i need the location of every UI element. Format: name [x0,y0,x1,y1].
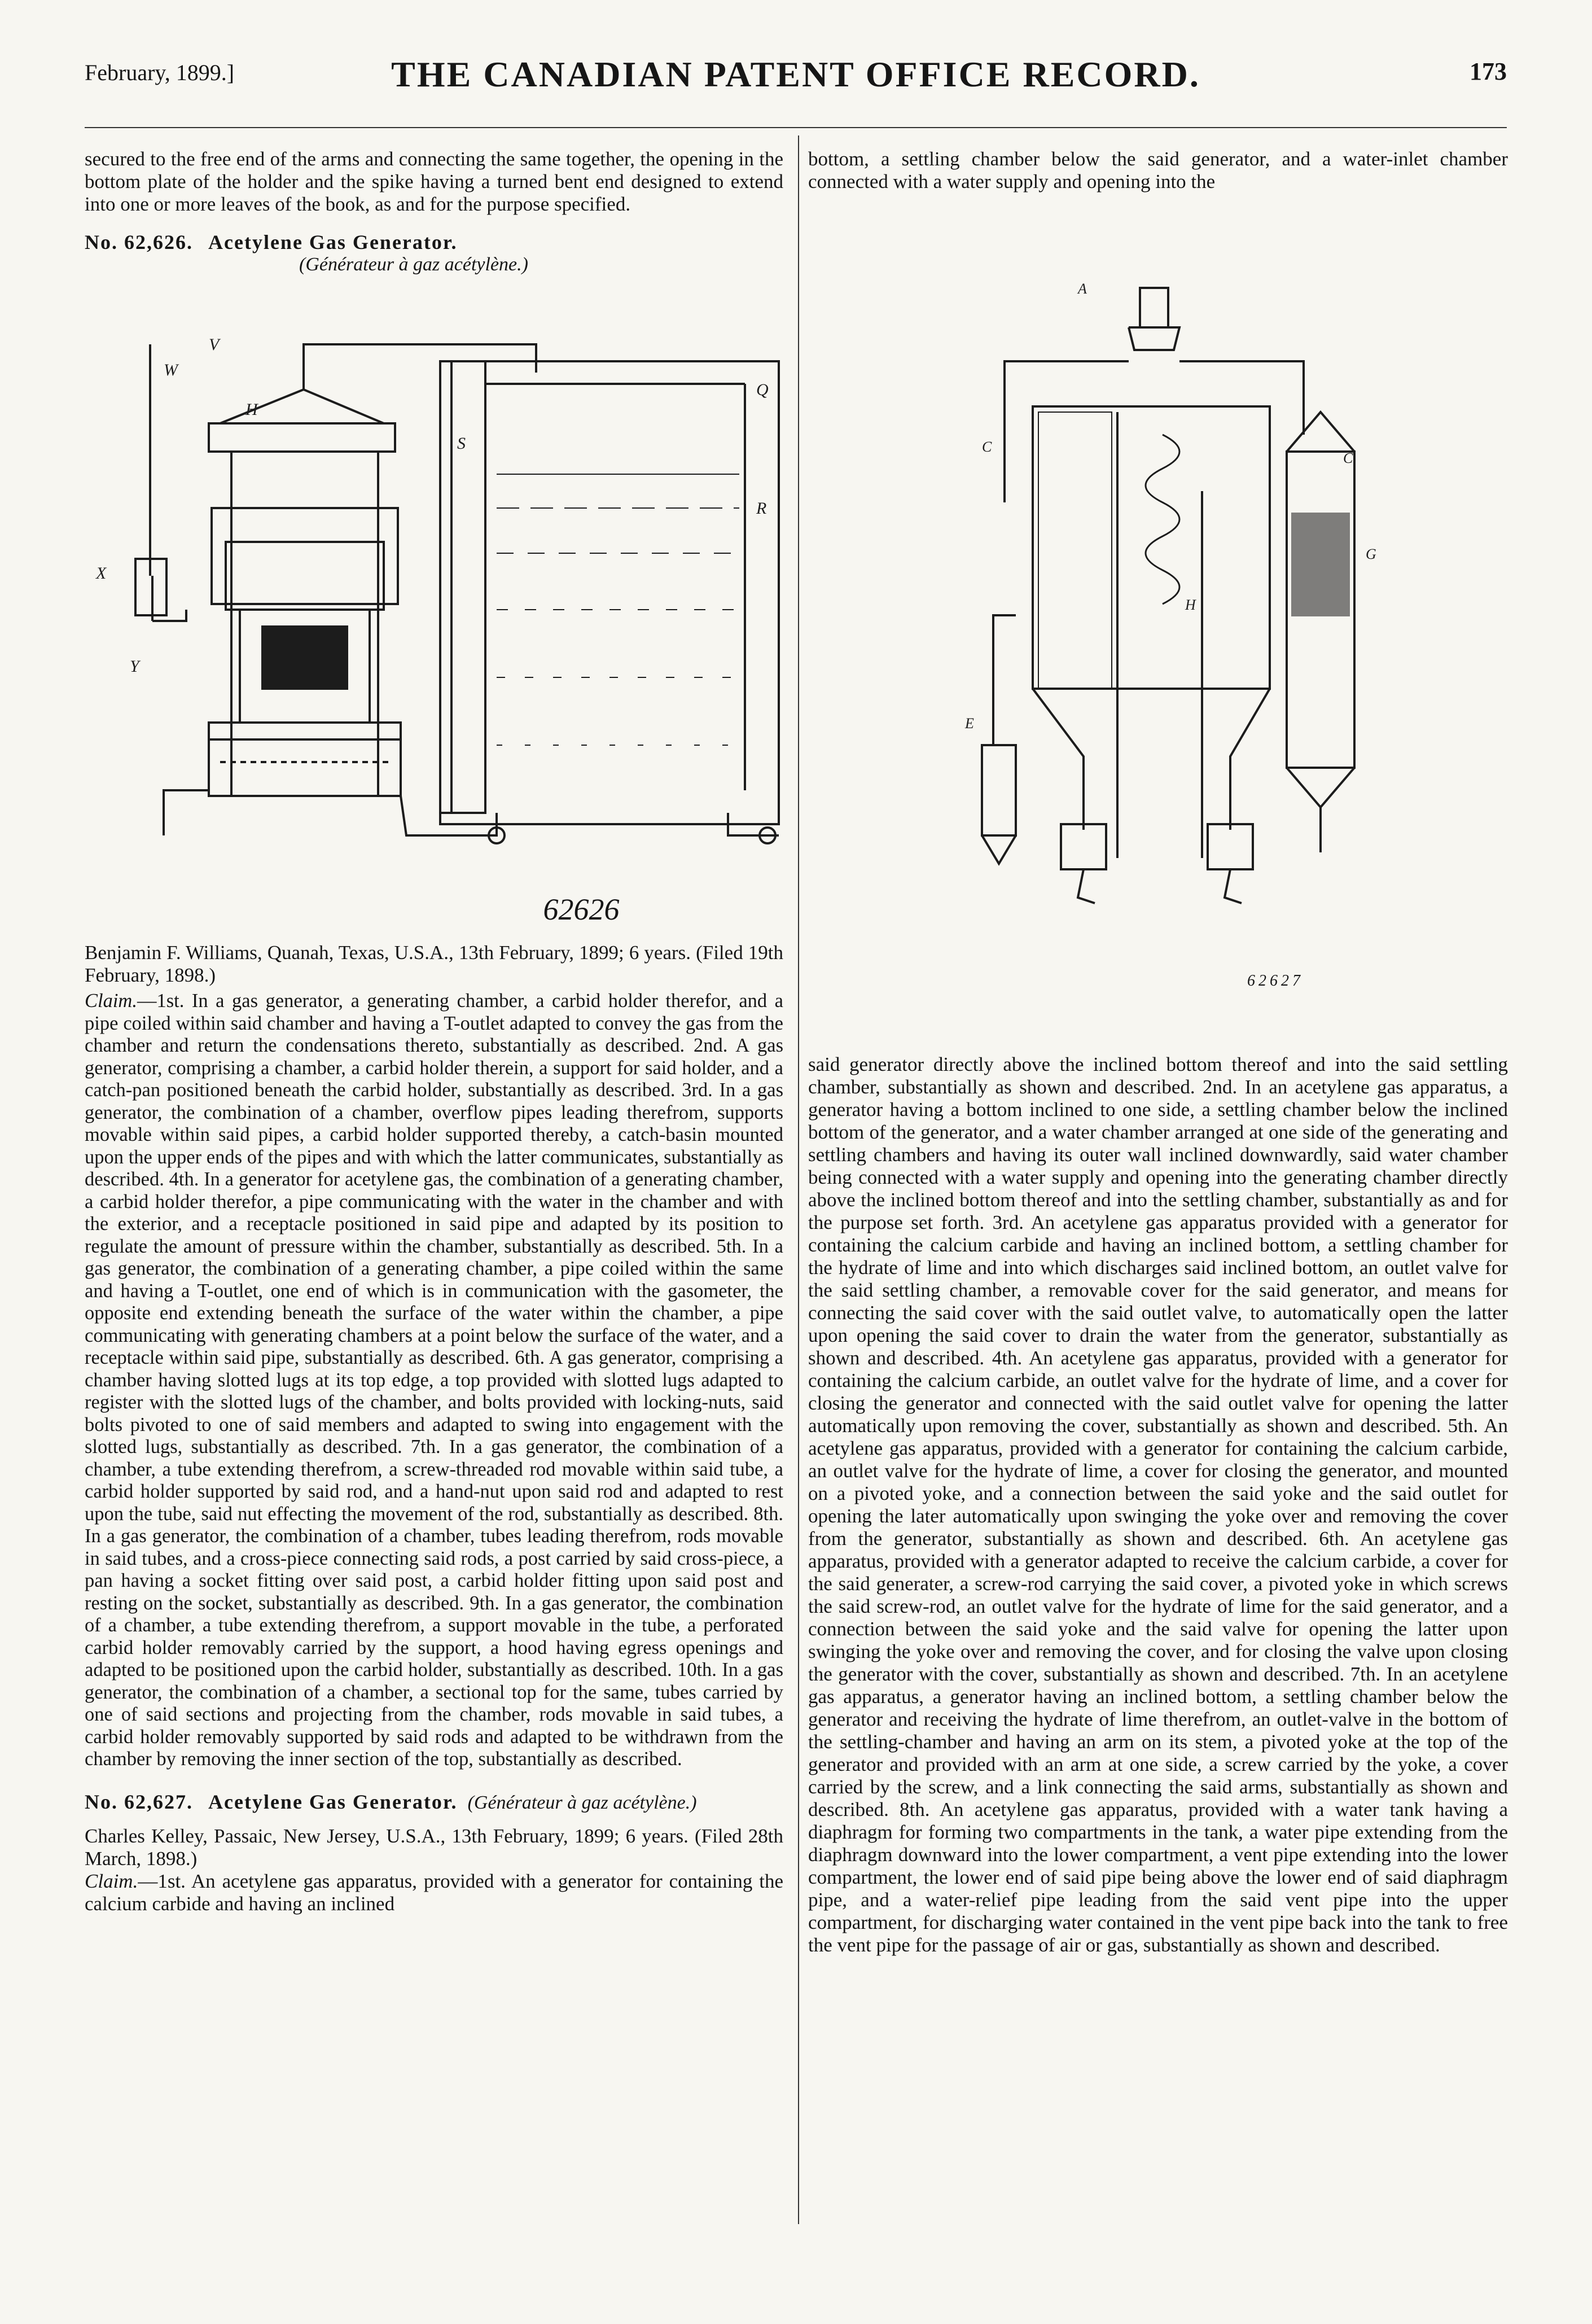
entry-heading [85,230,783,254]
svg-text:E: E [965,715,974,732]
figure-caption-62626: 62626 [543,892,620,926]
claims-text: —1st. An acetylene gas apparatus, provided with a generator for containing the calcium carbide and having an inclined [85,1870,783,1915]
svg-text:G: G [1366,546,1376,562]
patent-number: No. 62,626. [85,231,193,253]
header-rule [85,127,1507,128]
patent-drawing-62627 [948,265,1422,965]
patent-french-title: (Générateur à gaz acétylène.) [299,254,528,275]
right-column [808,148,1508,193]
right-column-claims [808,1053,1508,1957]
svg-text:C: C [1343,450,1353,466]
patent-title: Acetylene Gas Generator. [208,1790,458,1813]
inventor-line: Benjamin F. Williams, Quanah, Texas, U.S.A., 13th February, 1899; 6 years. (Filed 19th February, 1898.) [85,942,783,986]
svg-text:Q: Q [756,380,769,399]
column-divider [798,135,799,2224]
continuation-text: secured to the free end of the arms and connecting the same together, the opening in the bottom plate of the holder and the spike having a turned bent end designed to extend into one or more leaves of the book, as and for the purpose specified. [85,148,783,215]
running-head [85,54,1507,104]
svg-text:X: X [96,564,107,583]
page-number: 173 [1470,58,1507,85]
svg-text:S: S [457,434,466,453]
header-date: February, 1899.] [85,60,235,85]
claims-paragraph [85,1870,783,1915]
patent-number: No. 62,627. [85,1790,193,1813]
svg-text:V: V [209,335,220,354]
entry-heading [85,1790,783,1815]
svg-text:C: C [982,439,992,455]
figure-caption-62627: 62627 [1247,972,1304,990]
page-title: THE CANADIAN PATENT OFFICE RECORD. [391,54,1200,94]
left-column-entry1-body [85,942,783,1915]
claim-label: Claim. [85,990,137,1012]
svg-text:R: R [756,499,767,518]
svg-text:H: H [1185,597,1196,613]
continuation-text: bottom, a settling chamber below the said generator, and a water-inlet chamber connected with a water supply and opening into the [808,148,1508,192]
left-column [85,148,783,275]
svg-text:W: W [164,361,178,379]
claims-text: —1st. In a gas generator, a generating chamber, a carbid holder therefor, and a pipe coiled within said chamber and having a T-outlet adapted to convey the gas from the chamber and return the condensations thereto, substantially as described. 2nd. A gas generator, comprising a chamber, a carbid holder therein, a support for said holder, and a catch-pan positioned beneath the carbid holder, substantially as described. 3rd. In a gas generator, the combination of a chamber, overflow pipes leading therefrom, supports movable within said pipes, a carbid holder supported thereby, a catch-basin mounted upon the upper ends of the pipes and with which the latter communicates, substantially as described. 4th. In a generator for acetylene gas, the combination of a generating chamber, a carbid holder therefor, a pipe communicating with the water in the chamber and with the exterior, and a receptacle positioned in said pipe and adapted by its position to regulate the amount of pressure within the chamber, substantially as described. 5th. In a gas generator, the combination of a generating chamber, a pipe coiled within the same and having a T-outlet, one end of which is in communication with the gasometer, the opposite end extending beneath the surface of the water within the chamber, a pipe communicating with generating chambers at a point below the surface of the water, and a receptacle within said pipe, substantially as described. 6th. A gas generator, comprising a chamber having slotted lugs at its top edge, a top provided with slotted lugs adapted to register with the slotted lugs of the chamber, and bolts provided with locking-nuts, said bolts pivoted to one of said members and adapted to swing into engagement with the slotted lugs, substantially as described. 7th. In a gas generator, the combination of a chamber, a tube extending therefrom, a screw-threaded rod movable within said tube, a carbid holder supported by said rod, and a hand-nut upon said rod and adapted to rest upon the tube, said nut effecting the movement of the rod, substantially as described. 8th. In a gas generator, the combination of a chamber, tubes leading therefrom, rods movable in said tubes, and a cross-piece connecting said rods, a post carried by said cross-piece, a pan having a socket fitting over said post, a carbid holder fitting upon said post and resting on the socket, substantially as described. 9th. In a gas generator, the combination of a chamber, a tube extending therefrom, a support movable in the tube, a perforated carbid holder removably carried by the support, a hood having egress openings and adapted to be positioned upon the carbid holder, substantially as described. 10th. In a gas generator, the combination of a chamber, a sectional top for the same, tubes carried by one of said sections and projecting from the chamber, rods movable in said tubes, a carbid holder removably supported by said rods and adapted to be withdrawn from the chamber by removing the inner section of the top, substantially as described. [85,990,783,1770]
inventor-line: Charles Kelley, Passaic, New Jersey, U.S.A., 13th February, 1899; 6 years. (Filed 28th March, 1898.) [85,1824,783,1870]
patent-french-title: (Générateur à gaz acétylène.) [467,1792,697,1813]
svg-text:H: H [245,400,258,419]
patent-drawing-62626 [90,327,784,892]
svg-text:Y: Y [130,657,139,676]
claims-paragraph [85,990,783,1771]
svg-text:A: A [1078,281,1087,297]
claim-label: Claim. [85,1870,138,1892]
patent-title: Acetylene Gas Generator. [208,231,458,253]
claims-continuation: said generator directly above the inclined bottom thereof and into the said settling chamber, substantially as shown and described. 2nd. In an acetylene gas apparatus, a generator having a bottom inclined to one side, a settling chamber below the inclined bottom of the generator, and a water chamber arranged at one side of the generating and settling chambers and having its outer wall inclined downwardly, said water chamber being connected with a water supply and opening into the generating chamber directly above the inclined bottom thereof and into the settling chamber, substantially as and for the purpose set forth. 3rd. An acetylene gas apparatus provided with a generator for containing the calcium carbide and having an inclined bottom, a settling chamber for the hydrate of lime and into which discharges said inclined bottom, an outlet valve for the said settling chamber, a removable cover for the said generator, and means for connecting the said cover with the said outlet valve, to automatically open the latter upon opening the said cover to drain the water from the generator, substantially as shown and described. 4th. An acetylene gas apparatus, provided with a generator for containing the calcium carbide, an outlet valve for the hydrate of lime, and a cover for closing the generator and connected with the said outlet valve for opening the latter automatically upon removing the cover, substantially as shown and described. 5th. An acetylene gas apparatus, provided with a generator for containing the calcium carbide, an outlet valve for the hydrate of lime, a cover for closing the generator, and mounted on a pivoted yoke, and a connection between the said yoke and the said outlet for opening the later automatically upon swinging the yoke over and removing the cover from the generator, substantially as shown and described. 6th. An acetylene gas apparatus, provided with a generator adapted to receive the calcium carbide, a cover for the said generater, a screw-rod carrying the said cover, a pivoted yoke in which screws the said screw-rod, an outlet valve for the hydrate of lime for the said generator, and a connection between the said yoke and the said valve for opening the latter upon swinging the yoke over and removing the cover, and for closing the valve upon closing the generator with the cover, substantially as shown and described. 7th. In an acetylene gas apparatus, a generator having an inclined bottom, a settling chamber below the generator and receiving the hydrate of lime therefrom, an outlet-valve in the bottom of the settling-chamber and having an arm on its stem, a pivoted yoke at the top of the generator and provided with an arm at one side, a screw carried by the yoke, a cover carried by the screw, and a link connecting the said arms, substantially as shown and described. 8th. An acetylene gas apparatus, provided with a water tank having a diaphragm for forming two compartments in the tank, a water pipe extending from the diaphragm downward into the lower compartment, a vent pipe extending into the lower compartment, the lower end of said pipe being above the lower end of said diaphragm pipe, and a water-relief pipe leading from the said vent pipe into the upper compartment, for discharging water contained in the vent pipe back into the tank to free the vent pipe for the passage of air or gas, substantially as shown and described. [808,1053,1508,1956]
